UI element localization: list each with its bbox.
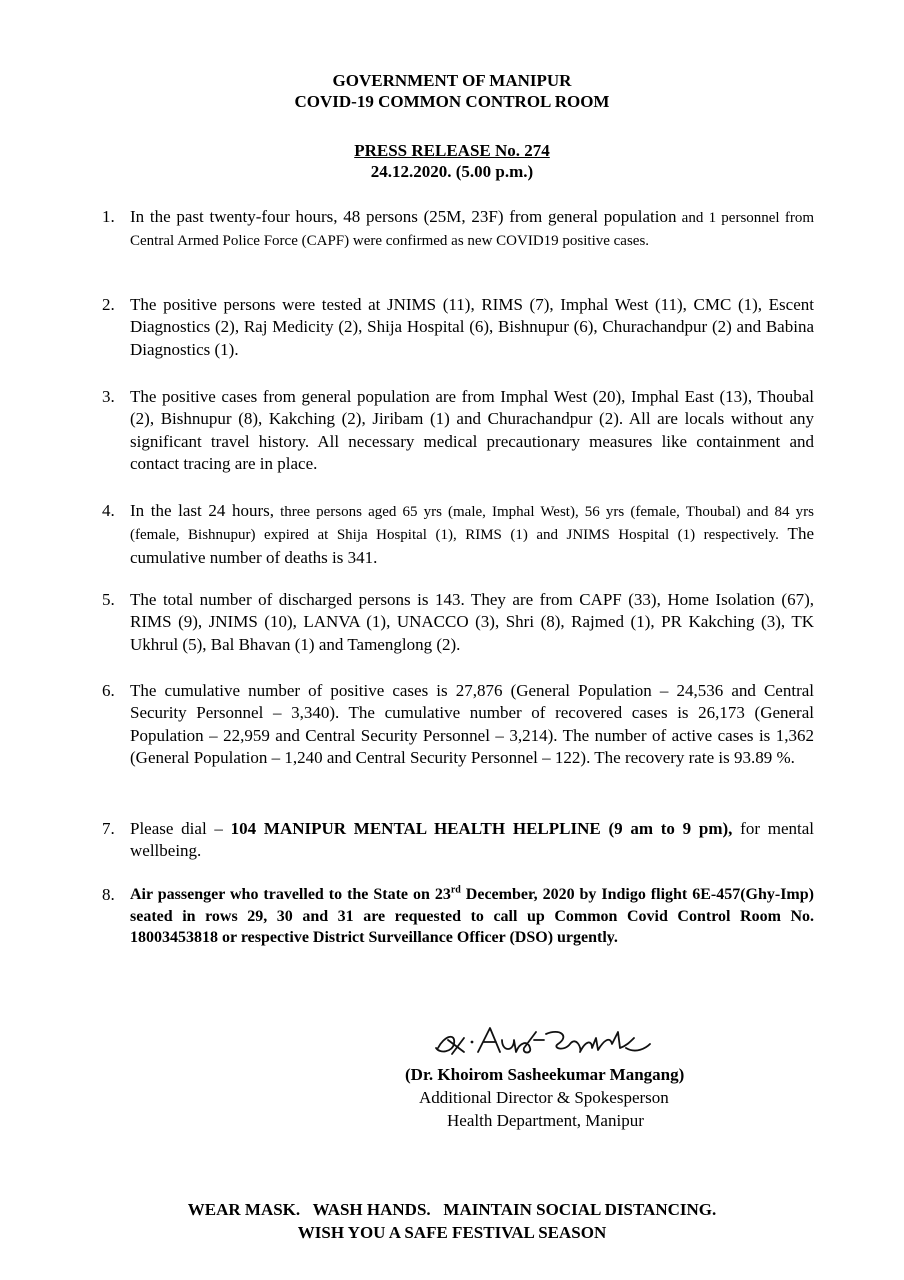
- signatory-department: Health Department, Manipur: [447, 1111, 644, 1130]
- list-item-8: [102, 884, 814, 949]
- list-item-6: [102, 680, 814, 770]
- item-text-deaths: The cumulative number of deaths is 341.: [130, 524, 814, 567]
- item-text: Air passenger who travelled to the State on 23: [130, 886, 451, 903]
- item-text-tail: for mental wellbeing.: [130, 819, 815, 861]
- handwritten-signature: [430, 1018, 670, 1062]
- festival-wish: WISH YOU A SAFE FESTIVAL SEASON: [297, 1223, 607, 1242]
- ordinal-suffix: rd: [450, 884, 461, 896]
- item-number: 7.: [102, 819, 115, 838]
- list-item-5: [102, 589, 814, 656]
- list-item-7: [102, 818, 815, 863]
- list-item-3: [102, 386, 814, 476]
- press-release-datetime: 24.12.2020. (5.00 p.m.): [370, 162, 534, 181]
- item-text: The positive persons were tested at JNIMS (11), RIMS (7), Imphal West (11), CMC (1), Escent Diagnostics (2), Raj Medicity (2), Shija Hospital (6), Bishnupur (6), Churachandpur (2) and Babina Diagnostics (1).: [130, 295, 814, 359]
- item-text-small: three persons aged 65 yrs (male, Imphal West), 56 yrs (female, Thoubal) and 84 yrs (female, Bishnupur) expired at Shija Hospital (1), RIMS (1) and JNIMS Hospital (1) respectively.: [130, 504, 814, 544]
- item-text: The total number of discharged persons is 143. They are from CAPF (33), Home Isolation (67), RIMS (9), JNIMS (10), LANVA (1), UNACCO (3), Shri (8), Rajmed (1), PR Kakching (3), TK Ukhrul (5), Bal Bhavan (1) and Tamenglong (2).: [130, 590, 814, 654]
- item-number: 6.: [102, 681, 115, 700]
- item-number: 8.: [102, 885, 115, 904]
- signatory-name: (Dr. Khoirom Sasheekumar Mangang): [405, 1065, 685, 1084]
- item-number: 4.: [102, 501, 115, 520]
- item-text: Please dial –: [130, 819, 231, 838]
- signatory-designation: Additional Director & Spokesperson: [419, 1088, 669, 1107]
- list-item-2: [102, 294, 814, 361]
- item-number: 2.: [102, 295, 115, 314]
- list-item-4: [102, 500, 814, 569]
- government-name: GOVERNMENT OF MANIPUR: [332, 71, 572, 90]
- item-number: 3.: [102, 387, 115, 406]
- press-release-heading: [0, 140, 904, 182]
- item-text-tail: December, 2020 by Indigo flight 6E-457(Ghy-Imp) seated in rows 29, 30 and 31 are requested to call up Common Covid Control Room No. 18003453818 or respective District Surveillance Officer (DSO) urgently.: [130, 886, 814, 946]
- control-room-name: COVID-19 COMMON CONTROL ROOM: [294, 92, 610, 111]
- press-release-number: PRESS RELEASE No. 274: [354, 141, 550, 160]
- safety-message: WEAR MASK. WASH HANDS. MAINTAIN SOCIAL DISTANCING.: [187, 1200, 717, 1219]
- item-text: In the last 24 hours,: [130, 501, 274, 520]
- item-text-small: and 1 personnel from Central Armed Police Force (CAPF) were confirmed as new COVID19 positive cases.: [130, 210, 814, 250]
- item-number: 5.: [102, 590, 115, 609]
- document-header: [0, 70, 904, 112]
- item-text: The positive cases from general population are from Imphal West (20), Imphal East (13), Thoubal (2), Bishnupur (8), Kakching (2), Jiribam (1) and Churachandpur (2). All are locals without any significant travel history. All necessary medical precautionary measures like containment and contact tracing are in place.: [130, 387, 814, 474]
- item-number: 1.: [102, 207, 115, 226]
- footer-slogan: [0, 1198, 904, 1244]
- item-text: The cumulative number of positive cases is 27,876 (General Population – 24,536 and Central Security Personnel – 3,340). The cumulative number of recovered cases is 26,173 (General Population – 22,959 and Central Security Personnel – 3,214). The number of active cases is 1,362 (General Population – 1,240 and Central Security Personnel – 122). The recovery rate is 93.89 %.: [130, 681, 814, 768]
- signatory: [405, 1063, 735, 1132]
- signature-block: [0, 1018, 904, 1148]
- item-text: In the past twenty-four hours, 48 persons (25M, 23F) from general population: [130, 207, 677, 226]
- list-item-1: [102, 206, 814, 253]
- helpline-text: 104 MANIPUR MENTAL HEALTH HELPLINE (9 am to 9 pm),: [230, 819, 733, 838]
